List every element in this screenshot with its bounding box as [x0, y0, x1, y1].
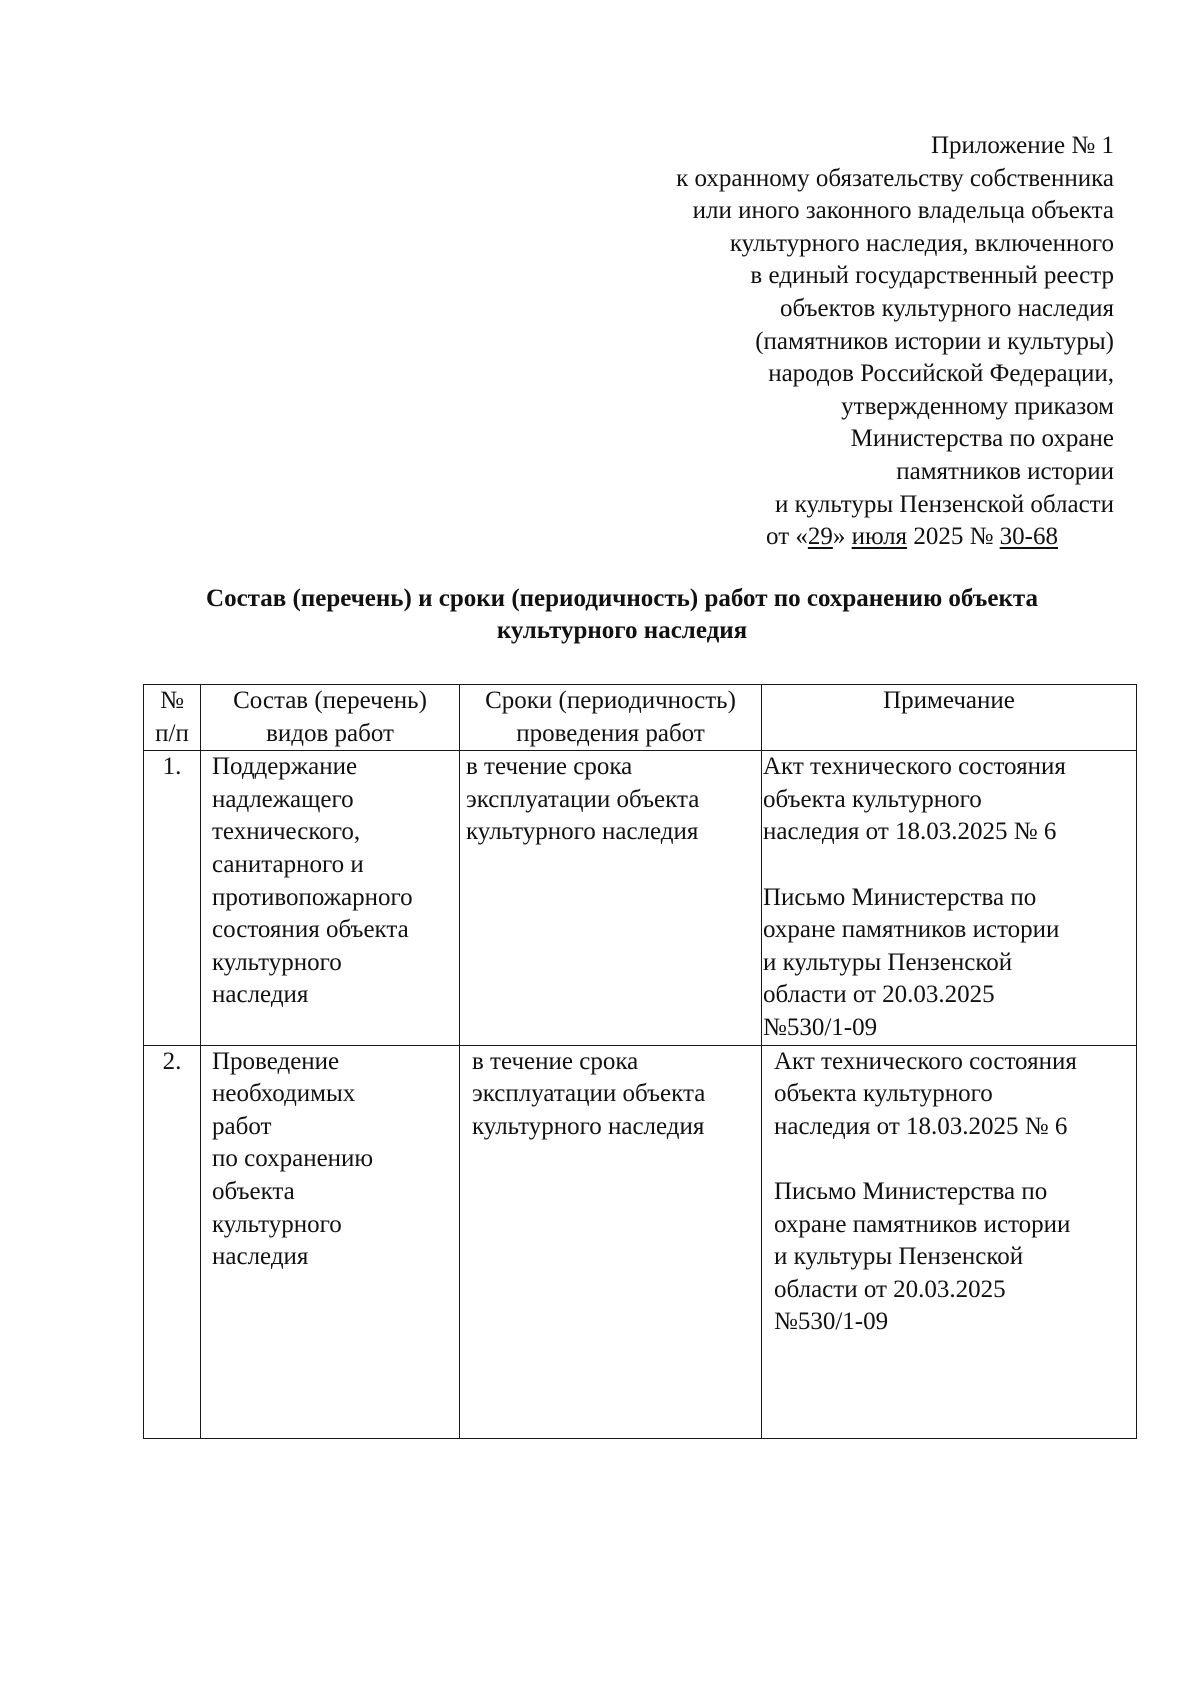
order-date-day: 29 — [807, 523, 833, 551]
table-header-row — [144, 685, 1137, 751]
annex-line: памятников истории — [896, 457, 1114, 485]
annex-line: и культуры Пензенской области — [775, 490, 1114, 518]
row-work: Поддержание надлежащего технического, санитарного и противопожарного состояния объекта культурного наследия — [201, 751, 460, 1045]
note-gap — [774, 1143, 1136, 1176]
works-table — [143, 684, 1137, 1439]
header-work-list: Состав (перечень) видов работ — [201, 685, 460, 751]
note-letter: Письмо Министерства по охране памятников истории и культуры Пензенской области от 20.03.2025 №530/1-09 — [763, 883, 1060, 1041]
annex-header — [554, 130, 1114, 554]
annex-line: Министерства по охране — [850, 425, 1114, 453]
order-date-year: 2025 № — [907, 523, 1000, 551]
header-number: № п/п — [144, 685, 201, 751]
header-note: Примечание — [762, 685, 1137, 751]
row-number: 1. — [144, 751, 201, 1045]
annex-line: народов Российской Федерации, — [768, 360, 1114, 388]
note-act: Акт технического состояния объекта культурного наследия от 18.03.2025 № 6 — [774, 1047, 1077, 1140]
order-date-month: июля — [851, 523, 908, 551]
document-title: Состав (перечень) и сроки (периодичность) работ по сохранению объекта культурного наследия — [206, 585, 1038, 644]
annex-line: к охранному обязательству собственника — [676, 164, 1114, 192]
table-row — [144, 751, 1137, 1045]
order-date-line — [554, 521, 1058, 554]
row-term: в течение срока эксплуатации объекта культурного наследия — [460, 751, 762, 1045]
annex-line: утвержденному приказом — [841, 392, 1114, 420]
order-number: 30-68 — [999, 523, 1058, 551]
order-date-mid: » — [832, 523, 852, 551]
annex-line: объектов культурного наследия — [780, 294, 1114, 322]
row-note — [762, 751, 1137, 1045]
annex-line: или иного законного владельца объекта — [692, 197, 1114, 225]
annex-line: культурного наследия, включенного — [729, 229, 1114, 257]
annex-line: в единый государственный реестр — [750, 262, 1114, 290]
annex-line: Приложение № 1 — [930, 132, 1114, 159]
row-work: Проведение необходимых работ по сохранению объекта культурного наследия — [201, 1045, 460, 1438]
note-act: Акт технического состояния объекта культурного наследия от 18.03.2025 № 6 — [763, 753, 1066, 846]
row-note — [762, 1045, 1137, 1438]
header-terms: Сроки (периодичность) проведения работ — [460, 685, 762, 751]
annex-line: (памятников истории и культуры) — [755, 327, 1114, 355]
order-date-prefix: от « — [766, 523, 808, 551]
note-gap — [763, 849, 1136, 882]
row-term: в течение срока эксплуатации объекта культурного наследия — [460, 1045, 762, 1438]
note-letter: Письмо Министерства по охране памятников истории и культуры Пензенской области от 20.03.2025 №530/1-09 — [774, 1177, 1071, 1336]
table-row — [144, 1045, 1137, 1438]
row-number: 2. — [144, 1045, 201, 1438]
